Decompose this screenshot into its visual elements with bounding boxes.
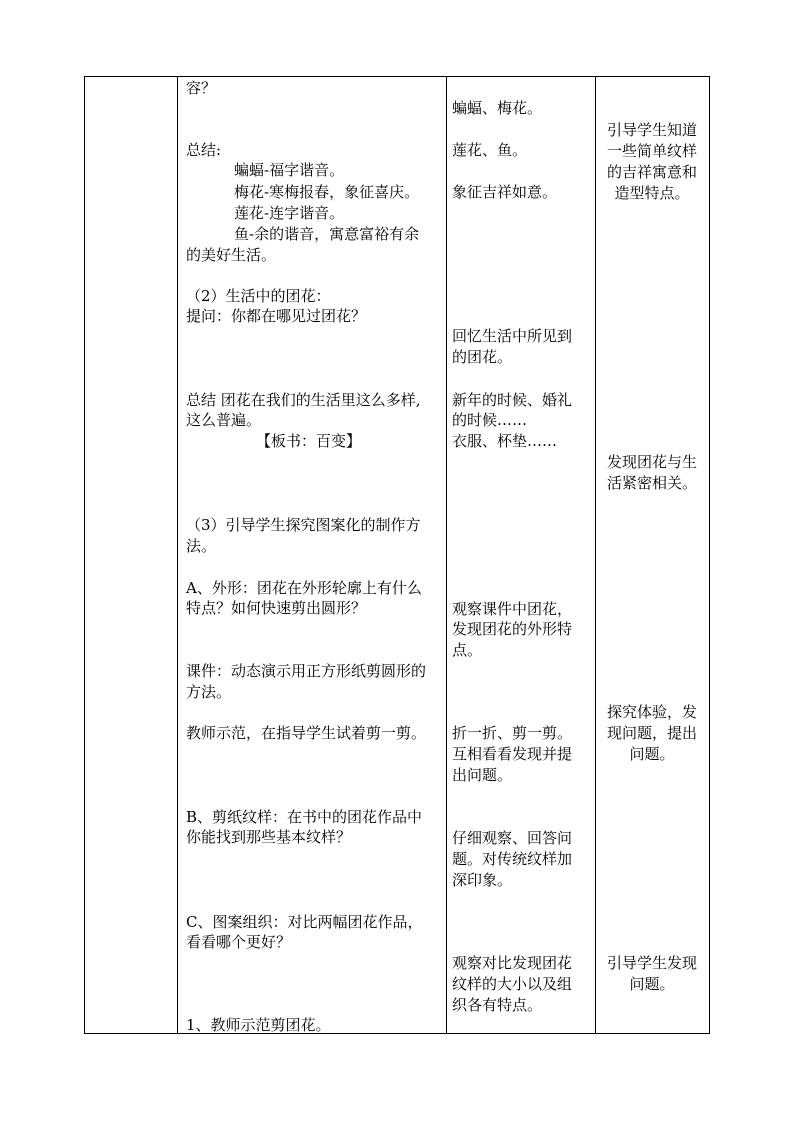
question-text: 提问：你都在哪见过团花？ [186,307,367,325]
student-response: 新年的时候、婚礼 [452,391,573,409]
design-intent: 探究体验，发 [606,703,697,721]
point-b-text: B、剪纸纹样：在书中的团花作品中 [186,808,423,826]
student-response: 的团花。 [452,348,513,366]
point-b-text: 你能找到那些基本纹样？ [186,828,352,846]
student-response: 发现团花的外形特 [452,620,573,638]
column-divider [446,77,447,1033]
student-response: 回忆生活中所见到 [452,327,573,345]
demo-text: 教师示范，在指导学生试着剪一剪。 [186,724,427,742]
point-a-text: A、外形：团花在外形轮廓上有什么 [186,579,422,597]
summary-text: 总结 团花在我们的生活里这么多样, [186,391,421,409]
student-response: 的时候…… [452,411,528,429]
design-intent: 引导学生知道 [606,121,697,139]
student-response: 折一折、剪一剪。 [452,724,573,742]
summary-line: 的美好生活。 [186,246,277,264]
student-response: 蝙蝠、梅花。 [452,99,543,117]
student-response: 象征吉祥如意。 [452,183,558,201]
courseware-text: 方法。 [186,683,232,701]
student-response: 深印象。 [452,871,513,889]
section-heading: （2）生活中的团花： [186,287,331,305]
column-divider [595,77,596,1033]
design-intent: 造型特点。 [614,184,690,202]
design-intent: 的吉祥寓意和 [606,163,697,181]
summary-text: 这么普遍。 [186,411,262,429]
design-intent: 现问题，提出 [606,724,697,742]
student-response: 点。 [452,641,483,659]
design-intent: 引导学生发现 [606,954,697,972]
design-intent: 问题。 [629,745,675,763]
student-response: 织各有特点。 [452,996,543,1014]
point-c-text: 看看哪个更好？ [186,933,292,951]
board-note: 【板书：百变】 [256,432,362,450]
summary-line: 蝙蝠-福字谐音。 [234,161,345,179]
section-heading: （3）引导学生探究图案化的制作方 [186,516,421,534]
student-response: 莲花、鱼。 [452,141,528,159]
point-a-text: 特点？如何快速剪出圆形？ [186,599,367,617]
student-response: 观察课件中团花， [452,600,573,618]
design-intent: 活紧密相关。 [606,474,697,492]
summary-line: 鱼-余的谐音，寓意富裕有余 [234,225,420,243]
design-intent: 一些简单纹样 [606,142,697,160]
design-intent: 问题。 [629,975,675,993]
summary-label: 总结: [186,141,222,159]
courseware-text: 课件：动态演示用正方形纸剪圆形的 [186,662,427,680]
summary-line: 梅花-寒梅报春，象征喜庆。 [234,183,420,201]
step-text: 1、教师示范剪团花。 [186,1016,331,1034]
student-response: 观察对比发现团花 [452,954,573,972]
student-response: 互相看看发现并提 [452,745,573,763]
student-response: 出问题。 [452,766,513,784]
student-response: 题。对传统纹样加 [452,850,573,868]
lesson-table [84,76,710,1034]
question-tail: 容？ [186,79,217,97]
student-response: 仔细观察、回答问 [452,829,573,847]
student-response: 纹样的大小以及组 [452,975,573,993]
point-c-text: C、图案组织：对比两幅团花作品， [186,913,423,931]
design-intent: 发现团花与生 [606,453,697,471]
summary-line: 莲花-连字谐音。 [234,204,345,222]
section-heading: 法。 [186,537,217,555]
column-divider [177,77,178,1033]
student-response: 衣服、杯垫…… [452,432,558,450]
